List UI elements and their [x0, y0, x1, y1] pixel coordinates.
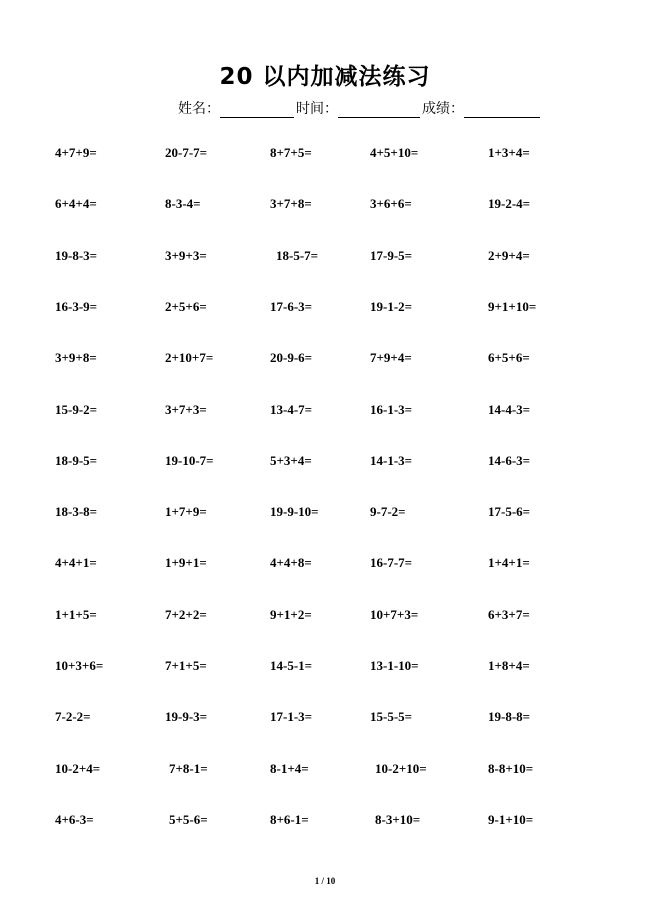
time-label: 时间：: [296, 101, 338, 117]
page-number: 1 / 10: [314, 876, 336, 886]
problem-r9-c2: 1+9+1=: [165, 555, 207, 570]
problem-r3-c4: 17-9-5=: [370, 248, 413, 263]
problem-r3-c2: 3+9+3=: [165, 248, 207, 263]
problem-r1-c3: 8+7+5=: [270, 145, 312, 160]
problem-r9-c4: 16-7-7=: [370, 555, 413, 570]
problem-r1-c5: 1+3+4=: [488, 145, 530, 160]
problem-r8-c3: 19-9-10=: [270, 504, 319, 519]
problem-r14-c3: 8+6-1=: [270, 812, 309, 827]
problem-r5-c3: 20-9-6=: [270, 350, 313, 365]
problem-r6-c5: 14-4-3=: [488, 402, 531, 417]
problem-r3-c3: 18-5-7=: [276, 248, 319, 263]
problem-r11-c3: 14-5-1=: [270, 658, 313, 673]
problem-r6-c2: 3+7+3=: [165, 402, 207, 417]
name-label: 姓名：: [178, 101, 220, 117]
problem-r7-c5: 14-6-3=: [488, 453, 531, 468]
problem-r4-c4: 19-1-2=: [370, 299, 413, 314]
problem-r13-c3: 8-1+4=: [270, 761, 309, 776]
problem-r3-c5: 2+9+4=: [488, 248, 530, 263]
problem-r2-c4: 3+6+6=: [370, 196, 412, 211]
problem-r4-c1: 16-3-9=: [55, 299, 98, 314]
problem-r7-c3: 5+3+4=: [270, 453, 312, 468]
problem-r7-c4: 14-1-3=: [370, 453, 413, 468]
score-blank[interactable]: [464, 103, 540, 118]
problem-r14-c2: 5+5-6=: [169, 812, 208, 827]
problem-r5-c4: 7+9+4=: [370, 350, 412, 365]
problem-r12-c3: 17-1-3=: [270, 709, 313, 724]
page-title: 20 以内加减法练习: [219, 64, 431, 90]
problem-r9-c5: 1+4+1=: [488, 555, 530, 570]
problem-r14-c1: 4+6-3=: [55, 812, 94, 827]
time-blank[interactable]: [338, 103, 420, 118]
problem-r10-c5: 6+3+7=: [488, 607, 530, 622]
problem-r8-c4: 9-7-2=: [370, 504, 406, 519]
problem-r5-c5: 6+5+6=: [488, 350, 530, 365]
problem-r12-c4: 15-5-5=: [370, 709, 413, 724]
problem-r2-c1: 6+4+4=: [55, 196, 97, 211]
problem-r4-c3: 17-6-3=: [270, 299, 313, 314]
problem-r8-c2: 1+7+9=: [165, 504, 207, 519]
problem-r9-c3: 4+4+8=: [270, 555, 312, 570]
problem-r11-c1: 10+3+6=: [55, 658, 104, 673]
problem-r13-c5: 8-8+10=: [488, 761, 534, 776]
problem-r1-c1: 4+7+9=: [55, 145, 97, 160]
problem-r2-c5: 19-2-4=: [488, 196, 531, 211]
name-blank[interactable]: [220, 103, 294, 118]
problem-r9-c1: 4+4+1=: [55, 555, 97, 570]
problem-r7-c1: 18-9-5=: [55, 453, 98, 468]
problem-r11-c2: 7+1+5=: [165, 658, 207, 673]
problem-r10-c4: 10+7+3=: [370, 607, 419, 622]
problem-r6-c4: 16-1-3=: [370, 402, 413, 417]
problem-r1-c4: 4+5+10=: [370, 145, 419, 160]
problem-r14-c5: 9-1+10=: [488, 812, 534, 827]
problem-r2-c3: 3+7+8=: [270, 196, 312, 211]
score-label: 成绩：: [422, 101, 464, 117]
problem-r5-c2: 2+10+7=: [165, 350, 214, 365]
problem-r2-c2: 8-3-4=: [165, 196, 201, 211]
student-info-line: [178, 98, 542, 118]
problem-r11-c4: 13-1-10=: [370, 658, 419, 673]
problem-r8-c1: 18-3-8=: [55, 504, 98, 519]
problem-r8-c5: 17-5-6=: [488, 504, 531, 519]
problem-r6-c1: 15-9-2=: [55, 402, 98, 417]
problem-r13-c1: 10-2+4=: [55, 761, 101, 776]
problem-r10-c3: 9+1+2=: [270, 607, 312, 622]
problem-r13-c2: 7+8-1=: [169, 761, 208, 776]
problem-r7-c2: 19-10-7=: [165, 453, 214, 468]
problem-r13-c4: 10-2+10=: [375, 761, 427, 776]
problem-r10-c2: 7+2+2=: [165, 607, 207, 622]
problem-r11-c5: 1+8+4=: [488, 658, 530, 673]
problem-r12-c1: 7-2-2=: [55, 709, 91, 724]
problem-r5-c1: 3+9+8=: [55, 350, 97, 365]
problem-r3-c1: 19-8-3=: [55, 248, 98, 263]
problem-r4-c2: 2+5+6=: [165, 299, 207, 314]
problem-r12-c2: 19-9-3=: [165, 709, 208, 724]
problem-r12-c5: 19-8-8=: [488, 709, 531, 724]
problem-r6-c3: 13-4-7=: [270, 402, 313, 417]
problem-r14-c4: 8-3+10=: [375, 812, 421, 827]
problem-r4-c5: 9+1+10=: [488, 299, 537, 314]
problem-r10-c1: 1+1+5=: [55, 607, 97, 622]
problem-r1-c2: 20-7-7=: [165, 145, 208, 160]
